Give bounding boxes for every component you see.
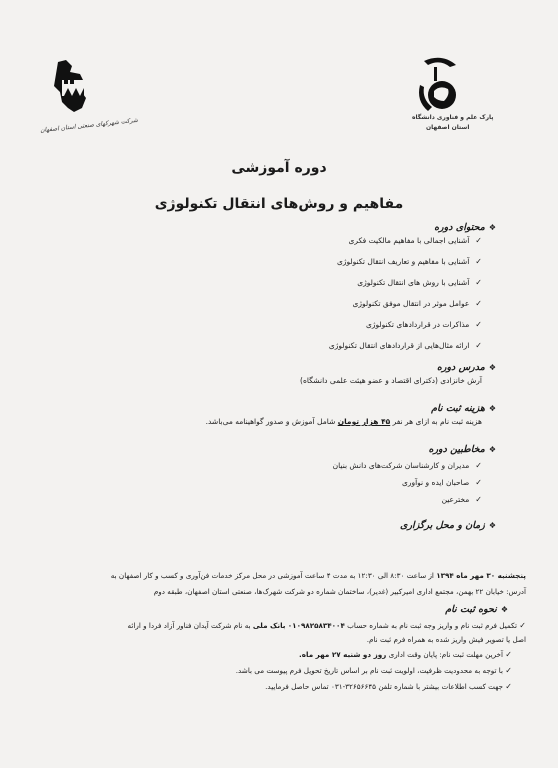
fee-amount: ۴۵ هزار تومان bbox=[337, 417, 391, 426]
schedule-line1-rest: از ساعت ۸:۳۰ الی ۱۲:۳۰ به مدت ۴ ساعت آموزشی در محل مرکز خدمات فن‌آوری و کسب و کار اصفهان به bbox=[110, 571, 434, 580]
check-icon: ✓ bbox=[475, 461, 482, 470]
schedule-date: پنجشنبه ۳۰ مهر ماه ۱۳۹۴ bbox=[436, 571, 526, 580]
page-subtitle: مفاهیم و روش‌های انتقال تکنولوژی bbox=[154, 196, 404, 212]
fee-text bbox=[56, 417, 482, 426]
audience-list bbox=[56, 461, 496, 504]
section-heading-instructor bbox=[56, 362, 496, 373]
check-icon: ✓ bbox=[475, 236, 482, 245]
section-title: نحوه ثبت نام bbox=[445, 604, 497, 615]
list-item bbox=[56, 236, 482, 245]
registration-item-1-continued: اصل یا تصویر فیش واریز شده به همراه فرم ثبت نام. bbox=[366, 635, 526, 644]
list-item-text: آشنایی اجمالی با مفاهیم مالکیت فکری bbox=[348, 236, 470, 245]
list-item-text: مخترعین bbox=[441, 495, 470, 504]
content-list bbox=[56, 236, 496, 350]
schedule-line-2: آدرس: خیابان ۲۲ بهمن، مجتمع اداری امیرکبیر (غدیر)، ساختمان شماره دو شرکت شهرک‌ها، صنعتی استان اصفهان، طبقه دوم bbox=[153, 587, 526, 596]
check-icon: ✓ bbox=[475, 278, 482, 287]
list-item-text: عوامل موثر در انتقال موفق تکنولوژی bbox=[352, 299, 470, 308]
list-item bbox=[56, 478, 482, 487]
section-title: مخاطبین دوره bbox=[428, 444, 485, 455]
section-title: زمان و محل برگزاری bbox=[400, 520, 485, 531]
check-icon: ✓ bbox=[505, 666, 512, 675]
list-item-text: آشنایی با روش های انتقال تکنولوژی bbox=[357, 278, 470, 287]
check-icon: ✓ bbox=[475, 478, 482, 487]
diamond-bullet-icon: ❖ bbox=[488, 404, 496, 413]
section-heading-content bbox=[56, 222, 496, 233]
registration-item-4 bbox=[16, 682, 512, 691]
left-logo-caption: شرکت شهرکهای صنعتی استان اصفهان bbox=[39, 116, 139, 135]
diamond-bullet-icon: ❖ bbox=[488, 521, 496, 530]
schedule-text bbox=[26, 568, 526, 600]
account-number: ۰۱۰۹۸۲۵۸۳۴۰۰۴ bbox=[287, 621, 345, 630]
list-item bbox=[56, 495, 482, 504]
list-item bbox=[56, 257, 482, 266]
list-item-text: مذاکرات در قراردادهای تکنولوژی bbox=[365, 320, 470, 329]
section-title: محتوای دوره bbox=[434, 222, 485, 233]
right-logo-caption-1: پارک علم و فناوری دانشگاه bbox=[412, 114, 494, 121]
list-item-text: ارائه مثال‌هایی از قراردادهای انتقال تکنولوژی bbox=[328, 341, 470, 350]
registration-item-3 bbox=[16, 666, 512, 675]
check-icon: ✓ bbox=[475, 341, 482, 350]
list-item bbox=[56, 278, 482, 287]
deadline-text: روز دو شنبه ۲۷ مهر ماه. bbox=[299, 650, 387, 659]
instructor-text: آرش خانزادی (دکترای اقتصاد و عضو هیئت علمی دانشگاه) bbox=[300, 376, 482, 385]
page-title: دوره آموزشی bbox=[231, 160, 327, 176]
diamond-bullet-icon: ❖ bbox=[488, 445, 496, 454]
check-icon: ✓ bbox=[505, 650, 512, 659]
registration-item-text: به نام شرکت آیدان فناور آزاد فردا و ارائه bbox=[127, 621, 251, 630]
registration-item-text: تکمیل فرم ثبت نام و واریز وجه ثبت نام به شماره حساب bbox=[347, 621, 517, 630]
list-item-text: مدیران و کارشناسان شرکت‌های دانش بنیان bbox=[332, 461, 470, 470]
check-icon: ✓ bbox=[505, 682, 512, 691]
list-item bbox=[56, 461, 482, 470]
section-title: هزینه ثبت نام bbox=[431, 403, 485, 414]
diamond-bullet-icon: ❖ bbox=[500, 605, 508, 614]
section-heading-registration bbox=[16, 604, 508, 615]
list-item bbox=[56, 320, 482, 329]
registration-item-text: آخرین مهلت ثبت نام: پایان وقت اداری bbox=[388, 650, 503, 659]
right-logo-caption-2: استان اصفهان bbox=[426, 124, 470, 131]
registration-item-2 bbox=[16, 650, 512, 659]
list-item-text: آشنایی با مفاهیم و تعاریف انتقال تکنولوژی bbox=[336, 257, 470, 266]
registration-item-text: با توجه به محدودیت ظرفیت، اولویت ثبت نام بر اساس تاریخ تحویل فرم پیوست می باشد. bbox=[235, 666, 503, 675]
check-icon: ✓ bbox=[475, 320, 482, 329]
check-icon: ✓ bbox=[475, 257, 482, 266]
bank-name: بانک ملی bbox=[252, 621, 286, 630]
check-icon: ✓ bbox=[519, 621, 526, 630]
section-heading-audience bbox=[56, 444, 496, 455]
registration-item-text: جهت کسب اطلاعات بیشتر با شماره تلفن ۳۲۶۵۶۶۴۵-۰۳۱ تماس حاصل فرمایید. bbox=[265, 682, 503, 691]
diamond-bullet-icon: ❖ bbox=[488, 223, 496, 232]
registration-section bbox=[16, 604, 526, 691]
list-item bbox=[56, 299, 482, 308]
schedule-line-1 bbox=[26, 568, 526, 584]
fee-prefix: هزینه ثبت نام به ازای هر نفر bbox=[392, 417, 482, 426]
section-heading-fee bbox=[56, 403, 496, 414]
list-item-text: صاحبان ایده و نوآوری bbox=[401, 478, 470, 487]
diamond-bullet-icon: ❖ bbox=[488, 363, 496, 372]
registration-item-1 bbox=[16, 621, 526, 630]
check-icon: ✓ bbox=[475, 495, 482, 504]
list-item bbox=[56, 341, 482, 350]
section-heading-schedule bbox=[56, 520, 496, 531]
content-body bbox=[56, 222, 496, 531]
check-icon: ✓ bbox=[475, 299, 482, 308]
section-title: مدرس دوره bbox=[436, 362, 485, 373]
fee-suffix: شامل آموزش و صدور گواهینامه می‌باشد. bbox=[205, 417, 336, 426]
